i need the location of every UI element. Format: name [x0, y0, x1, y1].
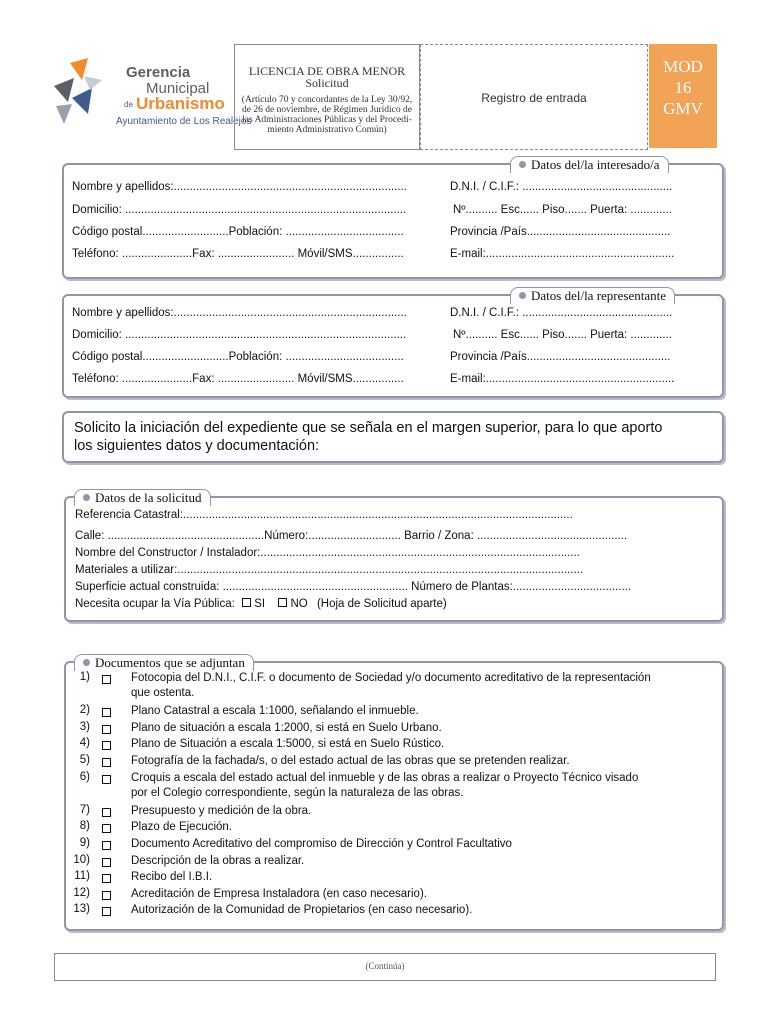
doc-item-checkbox[interactable]: [102, 775, 111, 784]
registro-entrada-box[interactable]: [420, 44, 648, 150]
doc-item-line1: Fotocopia del D.N.I., C.I.F. o documento de Sociedad y/o documento acreditativo de la representación: [131, 672, 651, 684]
solicito-panel: [62, 411, 724, 463]
mod-badge: [649, 44, 717, 148]
bullet-icon: [83, 659, 90, 666]
doc-item-number: 4): [79, 737, 90, 750]
mod-line1: MOD: [663, 57, 703, 76]
licence-title: LICENCIA DE OBRA MENOR: [248, 64, 406, 78]
interesado-numero-field[interactable]: Nº.......... Esc...... Piso....... Puerta: .............: [453, 204, 672, 216]
doc-item-checkbox[interactable]: [102, 758, 111, 767]
doc-item-checkbox[interactable]: [102, 675, 111, 684]
logo-line3: Urbanismo: [136, 94, 225, 113]
doc-item-line2: que ostenta.: [131, 687, 195, 699]
doc-item-number: 2): [79, 704, 90, 717]
licence-law-4: miento Administrativo Común): [267, 125, 387, 135]
representante-email-field[interactable]: E-mail:...........................................................: [450, 373, 675, 385]
logo-line1: Gerencia: [126, 64, 191, 81]
representante-nombre-field[interactable]: Nombre y apellidos:.........................................................................: [72, 307, 407, 319]
doc-item-checkbox[interactable]: [102, 725, 111, 734]
gerencia-urbanismo-logo: [50, 58, 252, 132]
representante-telefono-field[interactable]: Teléfono: ......................Fax: ........................ Móvil/SMS................: [72, 373, 404, 385]
constructor-field[interactable]: Nombre del Constructor / Instalador:....................................................................................................: [75, 547, 580, 559]
solicitud-tab: [74, 489, 211, 506]
doc-item-checkbox[interactable]: [102, 874, 111, 883]
doc-item-line1: Plano Catastral a escala 1:1000, señalando el inmueble.: [131, 705, 419, 718]
referencia-catastral-field[interactable]: Referencia Catastral:..........................................................................................................................: [75, 509, 573, 521]
via-publica-row: [75, 598, 447, 610]
doc-item-checkbox[interactable]: [102, 741, 111, 750]
via-publica-label: Necesita ocupar la Vía Pública:: [75, 598, 235, 610]
mod-line2: 16: [674, 78, 692, 97]
doc-item-line1: Fotografía de la fachada/s, o del estado actual de las obras que se pretenden realizar.: [131, 755, 570, 767]
via-note: (Hoja de Solicitud aparte): [316, 598, 447, 610]
doc-item-checkbox[interactable]: [102, 891, 111, 900]
doc-item-number: 8): [79, 820, 90, 833]
logo-mark-icon: [50, 58, 124, 130]
bullet-icon: [519, 161, 526, 168]
doc-item-number: 1): [79, 671, 90, 683]
representante-cp-field[interactable]: Código postal...........................Población: .....................................: [72, 351, 404, 363]
interesado-tab-label: Datos del/la interesado/a: [531, 157, 660, 172]
licence-subtitle: Solicitud: [305, 76, 349, 90]
solicito-line2: los siguientes datos y documentación:: [74, 438, 320, 454]
interesado-telefono-field[interactable]: Teléfono: ......................Fax: ........................ Móvil/SMS................: [72, 248, 404, 260]
via-no-checkbox[interactable]: [278, 598, 287, 607]
doc-item-line1: Documento Acreditativo del compromiso de Dirección y Control Facultativo: [131, 838, 512, 850]
doc-item-checkbox[interactable]: [102, 858, 111, 867]
doc-item-line2: por el Colegio correspondiente, según la naturaleza de las obras.: [131, 786, 464, 799]
representante-numero-field[interactable]: Nº.......... Esc...... Piso....... Puerta: .............: [453, 329, 672, 341]
logo-de: de: [124, 100, 133, 109]
logo-line2: Municipal: [146, 80, 210, 97]
via-no-label: NO: [290, 598, 308, 610]
doc-item-line1: Plano de Situación a escala 1:5000, si está en Suelo Rústico.: [131, 738, 445, 751]
doc-item-checkbox[interactable]: [102, 907, 111, 916]
doc-item-checkbox[interactable]: [102, 824, 111, 833]
interesado-domicilio-field[interactable]: Domicilio: ........................................................................................: [72, 204, 407, 216]
representante-provincia-field[interactable]: Provincia /País.............................................: [450, 351, 671, 363]
documentos-tab: [74, 654, 254, 671]
doc-item-checkbox[interactable]: [102, 708, 111, 717]
interesado-tab: [510, 156, 669, 173]
doc-item-line1: Presupuesto y medición de la obra.: [131, 804, 312, 817]
doc-item-number: 11): [74, 870, 90, 883]
solicitud-tab-label: Datos de la solicitud: [95, 490, 202, 505]
documentos-panel: [64, 661, 724, 931]
doc-item-line1: Plazo de Ejecución.: [131, 821, 233, 834]
licence-box: [234, 44, 420, 150]
licence-law-1: (Artículo 70 y concordantes de la Ley 30/92,: [241, 95, 413, 105]
licence-law-2: de 26 de noviembre, de Régimen Jurídico de: [242, 105, 412, 115]
doc-item-number: 12): [73, 886, 90, 899]
doc-item-number: 3): [79, 720, 90, 733]
materiales-field[interactable]: Materiales a utilizar:...............................................................................................................................: [75, 564, 584, 576]
representante-dni-field[interactable]: D.N.I. / C.I.F.: ...............................................: [450, 307, 673, 319]
doc-item-number: 6): [79, 770, 90, 783]
solicito-line1: Solicito la iniciación del expediente que se señala en el margen superior, para lo que aporto: [74, 420, 663, 436]
logo-line4: Ayuntamiento de Los Realejos: [116, 116, 252, 127]
interesado-email-field[interactable]: E-mail:...........................................................: [450, 248, 675, 260]
bullet-icon: [519, 292, 526, 299]
doc-item-line1: Croquis a escala del estado actual del inmueble y de las obras a realizar o Proyecto Técnico visado: [131, 771, 639, 784]
doc-item-number: 7): [79, 803, 90, 816]
calle-field[interactable]: Calle: .................................................Número:............................. Barrio / Zona: ...............................................: [75, 530, 628, 542]
licence-law-3: las Administraciones Públicas y del Procedi-: [242, 115, 412, 125]
continua-label: (Continúa): [365, 961, 405, 971]
interesado-cp-field[interactable]: Código postal...........................Población: .....................................: [72, 226, 404, 238]
representante-tab-label: Datos del/la representante: [531, 288, 666, 303]
documentos-tab-label: Documentos que se adjuntan: [95, 655, 245, 670]
via-si-checkbox[interactable]: [242, 598, 251, 607]
doc-item-number: 9): [79, 837, 90, 849]
doc-item-number: 13): [73, 903, 90, 916]
doc-item-checkbox[interactable]: [102, 841, 111, 850]
superficie-field[interactable]: Superficie actual construida: .......................................................... Número de Plantas:.....................................: [75, 581, 632, 593]
interesado-dni-field[interactable]: D.N.I. / C.I.F.: ...............................................: [450, 181, 673, 193]
doc-item-line1: Autorización de la Comunidad de Propietarios (en caso necesario).: [131, 904, 473, 917]
continua-box: [54, 953, 716, 981]
doc-item-checkbox[interactable]: [102, 808, 111, 817]
interesado-nombre-field[interactable]: Nombre y apellidos:.........................................................................: [72, 181, 407, 193]
doc-item-line1: Acreditación de Empresa Instaladora (en caso necesario).: [131, 887, 427, 900]
representante-tab: [510, 287, 675, 304]
doc-item-line1: Descripción de la obras a realizar.: [131, 854, 305, 867]
bullet-icon: [83, 494, 90, 501]
via-si-label: SI: [254, 598, 266, 610]
doc-item-number: 10): [73, 853, 90, 866]
representante-domicilio-field[interactable]: Domicilio: ........................................................................................: [72, 329, 407, 341]
interesado-provincia-field[interactable]: Provincia /País.............................................: [450, 226, 671, 238]
doc-item-number: 5): [79, 754, 90, 766]
registro-label: Registro de entrada: [481, 91, 587, 105]
doc-item-line1: Plano de situación a escala 1:2000, si está en Suelo Urbano.: [131, 721, 442, 734]
doc-item-line1: Recibo del I.B.I.: [131, 871, 213, 884]
mod-line3: GMV: [663, 99, 703, 118]
